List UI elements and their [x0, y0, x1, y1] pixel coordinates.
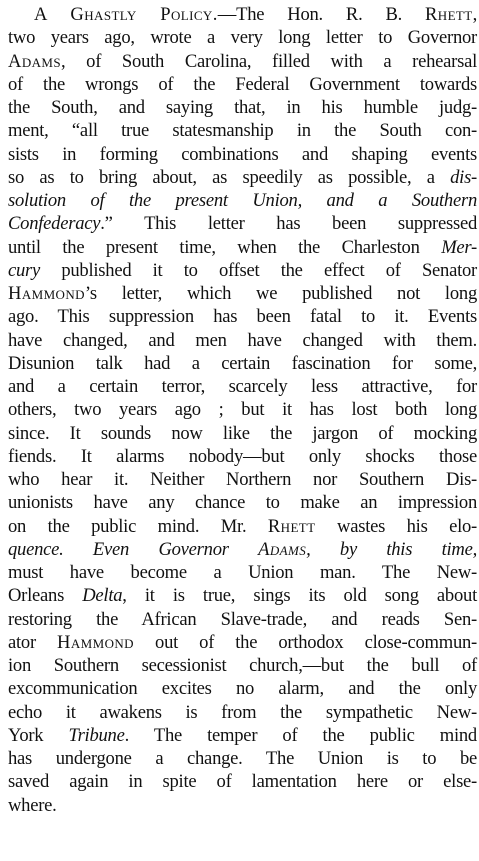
- italic-text: Mer-: [441, 236, 477, 258]
- text-run: ’s letter, which we published not long: [84, 283, 477, 304]
- italic-text: Confederacy: [8, 213, 101, 235]
- article-body: [8, 3, 477, 817]
- article-line: [8, 375, 477, 398]
- small-caps-name: Rhett: [267, 515, 316, 537]
- text-run: excommunication excites no alarm, and the only: [8, 678, 477, 700]
- italic-text: quence. Even Governor: [8, 538, 259, 560]
- text-run: echo it awakens is from the sympathetic New-: [8, 701, 477, 723]
- small-caps-name: Hammond: [57, 631, 134, 653]
- text-run: must have become a Union man. The New-: [8, 562, 477, 583]
- text-run: on the public mind. Mr.: [8, 515, 268, 537]
- text-run: others, two years ago ; but it has lost both long: [8, 399, 477, 421]
- text-run: .” This letter has been suppressed: [100, 213, 477, 235]
- italic-text: Delta: [82, 585, 123, 607]
- article-line: [8, 352, 477, 375]
- article-line: [8, 584, 477, 607]
- article-line: [8, 491, 477, 514]
- article-line: [8, 26, 477, 49]
- article-line: [8, 282, 477, 305]
- text-run: saved again in spite of lamentation here or else-: [8, 771, 477, 793]
- text-run: ago. This suppression has been fatal to it. Events: [8, 306, 477, 328]
- article-line: [8, 608, 477, 631]
- article-line: [8, 794, 477, 817]
- article-line: [8, 398, 477, 421]
- article-line: [8, 677, 477, 700]
- text-run: sists in forming combinations and shaping events: [8, 143, 477, 165]
- text-run: , it is true, sings its old song about: [122, 585, 477, 607]
- text-run: has undergone a change. The Union is to be: [8, 748, 477, 769]
- text-run: two years ago, wrote a very long letter to Governor: [8, 27, 477, 49]
- article-line: [8, 747, 477, 770]
- text-run: ,: [472, 4, 478, 25]
- text-run: and a certain terror, scarcely less attractive, for: [8, 376, 477, 397]
- italic-text: , by this time,: [306, 538, 477, 560]
- article-line: [8, 770, 477, 793]
- text-run: have changed, and men have changed with them.: [8, 329, 477, 351]
- article-line: [8, 422, 477, 445]
- text-run: . The temper of the public mind: [124, 724, 477, 746]
- article-heading: A Ghastly Policy.: [34, 4, 218, 25]
- small-caps-name: Adams: [258, 538, 307, 560]
- text-run: so as to bring about, as speedily as possible, a: [8, 166, 451, 188]
- article-line: [8, 724, 477, 747]
- article-line: [8, 143, 477, 166]
- article-first-line: [8, 3, 477, 26]
- article-line: [8, 96, 477, 119]
- text-run: where.: [8, 794, 57, 816]
- text-run: ment, “all true statesmanship in the South con-: [8, 120, 477, 142]
- text-run: wastes his elo-: [315, 515, 477, 537]
- article-line: [8, 631, 477, 654]
- article-line: [8, 538, 477, 561]
- text-run: until the present time, when the Charleston: [8, 236, 442, 258]
- text-run: Orleans: [8, 585, 83, 607]
- article-line: [8, 259, 477, 282]
- article-line: [8, 329, 477, 352]
- small-caps-name: Hammond: [8, 283, 85, 304]
- small-caps-name: Adams: [8, 50, 61, 72]
- article-line: [8, 73, 477, 96]
- article-line: [8, 212, 477, 235]
- text-run: ion Southern secessionist church,—but the bull of: [8, 655, 477, 676]
- article-line: [8, 236, 477, 259]
- small-caps-name: Rhett: [424, 4, 473, 25]
- text-run: unionists have any chance to make an impression: [8, 492, 477, 514]
- text-run: since. It sounds now like the jargon of mocking: [8, 422, 477, 444]
- italic-text: solution of the present Union, and a Southern: [8, 190, 477, 211]
- italic-text: cury: [8, 259, 41, 281]
- text-run: Disunion talk had a certain fascination for some,: [8, 352, 477, 374]
- text-run: published it to offset the effect of Senator: [40, 259, 477, 281]
- article-line: [8, 119, 477, 142]
- text-run: York: [8, 724, 69, 746]
- article-line: [8, 468, 477, 491]
- text-run: , of South Carolina, filled with a rehearsal: [61, 50, 477, 72]
- text-run: restoring the African Slave-trade, and reads Sen-: [8, 608, 477, 630]
- article-line: [8, 445, 477, 468]
- article-line: [8, 515, 477, 538]
- text-run: who hear it. Neither Northern nor Southern Dis-: [8, 469, 477, 490]
- article-line: [8, 654, 477, 677]
- italic-text: Tribune: [68, 724, 125, 746]
- italic-text: dis-: [450, 166, 477, 188]
- article-line: [8, 561, 477, 584]
- article-line: [8, 166, 477, 189]
- text-run: —The Hon. R. B.: [217, 4, 425, 25]
- article-line: [8, 701, 477, 724]
- article-line: [8, 50, 477, 73]
- text-run: ator: [8, 631, 58, 653]
- article-line: [8, 305, 477, 328]
- text-run: the South, and saying that, in his humble judg-: [8, 97, 477, 118]
- text-run: of the wrongs of the Federal Government towards: [8, 73, 477, 95]
- text-run: fiends. It alarms nobody—but only shocks those: [8, 445, 477, 467]
- article-line: [8, 189, 477, 212]
- text-run: out of the orthodox close-commun-: [133, 631, 477, 653]
